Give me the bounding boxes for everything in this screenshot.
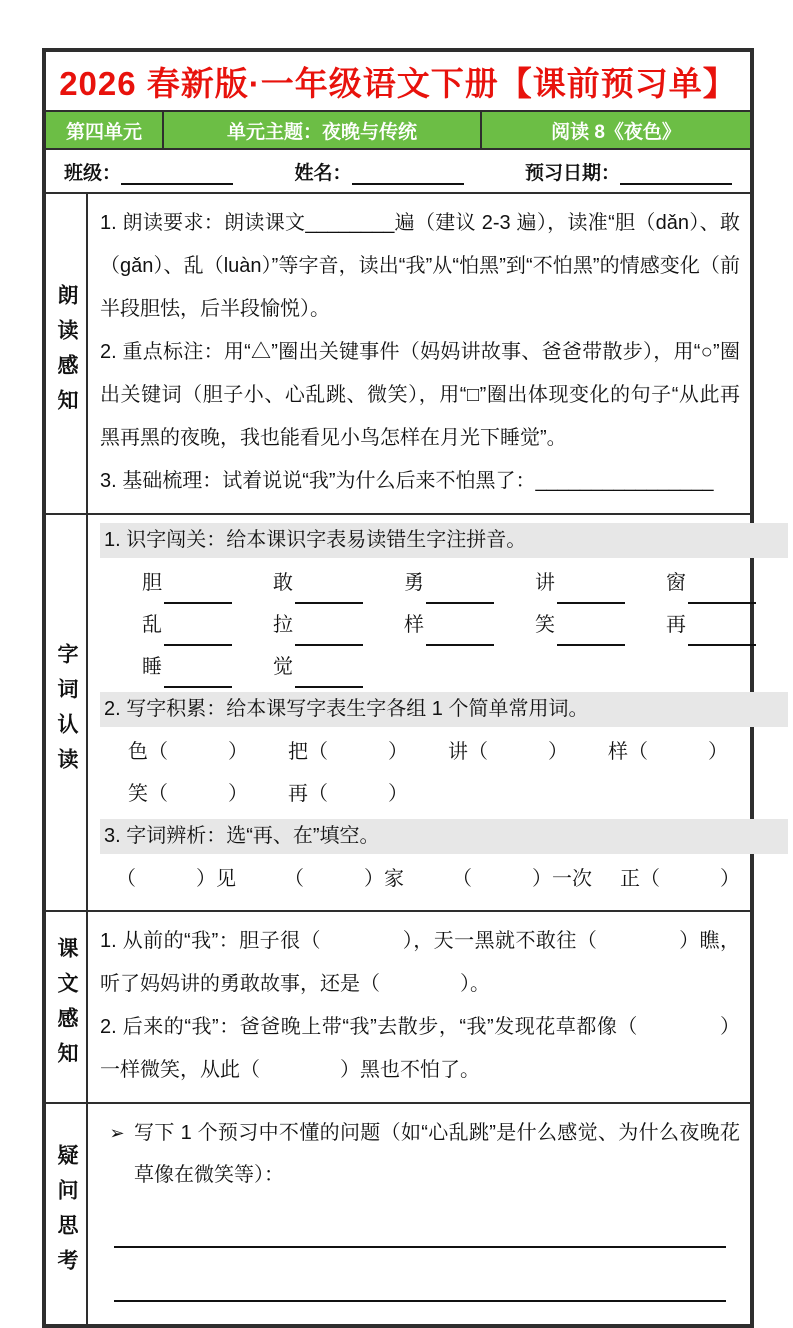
date-label: 预习日期：: [524, 162, 620, 184]
section-words-content: [88, 515, 793, 910]
fill-item: （ ）家: [284, 868, 404, 890]
blank-line: [426, 620, 494, 646]
section-label: 课文感知: [55, 937, 78, 1077]
blank-line: [295, 662, 363, 688]
text-item-1: 1. 从前的“我”：胆子很（ ），天一黑就不敢往（ ）瞧，听了妈妈讲的勇敢故事，还是（ ）。: [100, 930, 740, 995]
blank-line: [688, 578, 756, 604]
section-label: 字词认读: [55, 642, 78, 783]
pinyin-row-1: [100, 562, 788, 604]
word-item: 把（ ）: [288, 741, 408, 763]
reading-item-1: 1. 朗读要求：朗读课文________遍（建议 2-3 遍），读准“胆（dǎn）、敢（gǎn）、乱（luàn）”等字音，读出“我”从“怕黑”到“不怕黑”的情感变化（前半段胆怯，后半段愉悦）。: [100, 212, 740, 320]
char-label: 敢: [273, 572, 293, 594]
section-reading: [46, 194, 750, 515]
section-question-label-cell: [46, 1104, 88, 1324]
task-bar-pinyin: 1. 识字闯关：给本课识字表易读错生字注拼音。: [100, 523, 788, 558]
unit-bar: [46, 112, 750, 150]
char-label: 笑: [535, 614, 555, 636]
char-label: 讲: [535, 572, 555, 594]
blank-line: [557, 620, 625, 646]
date-blank: [620, 163, 732, 185]
section-reading-label-cell: [46, 194, 88, 513]
name-label: 姓名：: [294, 162, 352, 184]
blank-line: [557, 578, 625, 604]
pinyin-row-3: [100, 646, 788, 688]
pinyin-row-2: [100, 604, 788, 646]
section-text-label-cell: [46, 912, 88, 1102]
section-question: [46, 1104, 750, 1324]
char-label: 觉: [273, 656, 293, 678]
fill-item: （ ）见: [116, 868, 236, 890]
word-row-2: [100, 773, 788, 815]
info-row: [46, 150, 750, 194]
section-words-label-cell: [46, 515, 88, 910]
fill-item: （ ）一次: [452, 868, 592, 890]
section-label: 朗读感知: [55, 283, 78, 424]
text-item-2: 2. 后来的“我”：爸爸晚上带“我”去散步，“我”发现花草都像（ ）一样微笑，从此（ ）黑也不怕了。: [100, 1016, 740, 1081]
writing-line: [114, 1246, 726, 1248]
name-blank: [352, 163, 464, 185]
section-reading-content: [88, 194, 750, 513]
writing-line: [114, 1300, 726, 1302]
fill-item: 正（ ）: [620, 868, 740, 890]
reading-cell: 阅读 8《夜色》: [551, 121, 681, 143]
blank-line: [164, 662, 232, 688]
word-item: 样（ ）: [608, 741, 728, 763]
section-words: [46, 515, 750, 912]
zai-fill-row: [100, 858, 788, 900]
section-label: 疑问思考: [55, 1144, 78, 1284]
word-item: 色（ ）: [128, 741, 248, 763]
worksheet-table: [42, 48, 754, 1328]
arrow-bullet-icon: ➢: [109, 1123, 125, 1143]
word-item: 讲（ ）: [448, 741, 568, 763]
class-label: 班级：: [64, 162, 122, 184]
task-bar-writing: 2. 写字积累：给本课写字表生字各组 1 个简单常用词。: [100, 692, 788, 727]
worksheet-title: 2026 春新版·一年级语文下册【课前预习单】: [59, 64, 737, 102]
title-row: [46, 52, 750, 112]
blank-line: [295, 620, 363, 646]
unit-cell: 第四单元: [65, 121, 142, 143]
char-label: 样: [404, 614, 424, 636]
char-label: 拉: [273, 614, 293, 636]
char-label: 胆: [142, 572, 162, 594]
blank-line: [164, 578, 232, 604]
char-label: 再: [666, 614, 686, 636]
class-blank: [121, 163, 233, 185]
char-label: 睡: [142, 656, 162, 678]
task-bar-discern: 3. 字词辨析：选“再、在”填空。: [100, 819, 788, 854]
theme-cell: 单元主题：夜晚与传统: [162, 112, 482, 148]
section-text: [46, 912, 750, 1104]
char-label: 乱: [142, 614, 162, 636]
blank-line: [164, 620, 232, 646]
word-item: 笑（ ）: [128, 783, 248, 805]
blank-line: [295, 578, 363, 604]
blank-line: [426, 578, 494, 604]
char-label: 窗: [666, 572, 686, 594]
section-question-content: [88, 1104, 750, 1324]
word-row-1: [100, 731, 788, 773]
question-prompt: 写下 1 个预习中不懂的问题（如“心乱跳”是什么感觉、为什么夜晚花草像在微笑等）：: [134, 1122, 740, 1186]
char-label: 勇: [404, 572, 424, 594]
reading-item-2: 2. 重点标注：用“△”圈出关键事件（妈妈讲故事、爸爸带散步），用“○”圈出关键词（胆子小、心乱跳、微笑），用“□”圈出体现变化的句子“从此再黑再黑的夜晚，我也能看见小鸟怎样在月光下睡觉”。: [100, 341, 740, 449]
section-text-content: [88, 912, 750, 1102]
word-item: 再（ ）: [288, 783, 408, 805]
blank-line: [688, 620, 756, 646]
reading-item-3: 3. 基础梳理：试着说说“我”为什么后来不怕黑了：________________: [100, 470, 714, 492]
